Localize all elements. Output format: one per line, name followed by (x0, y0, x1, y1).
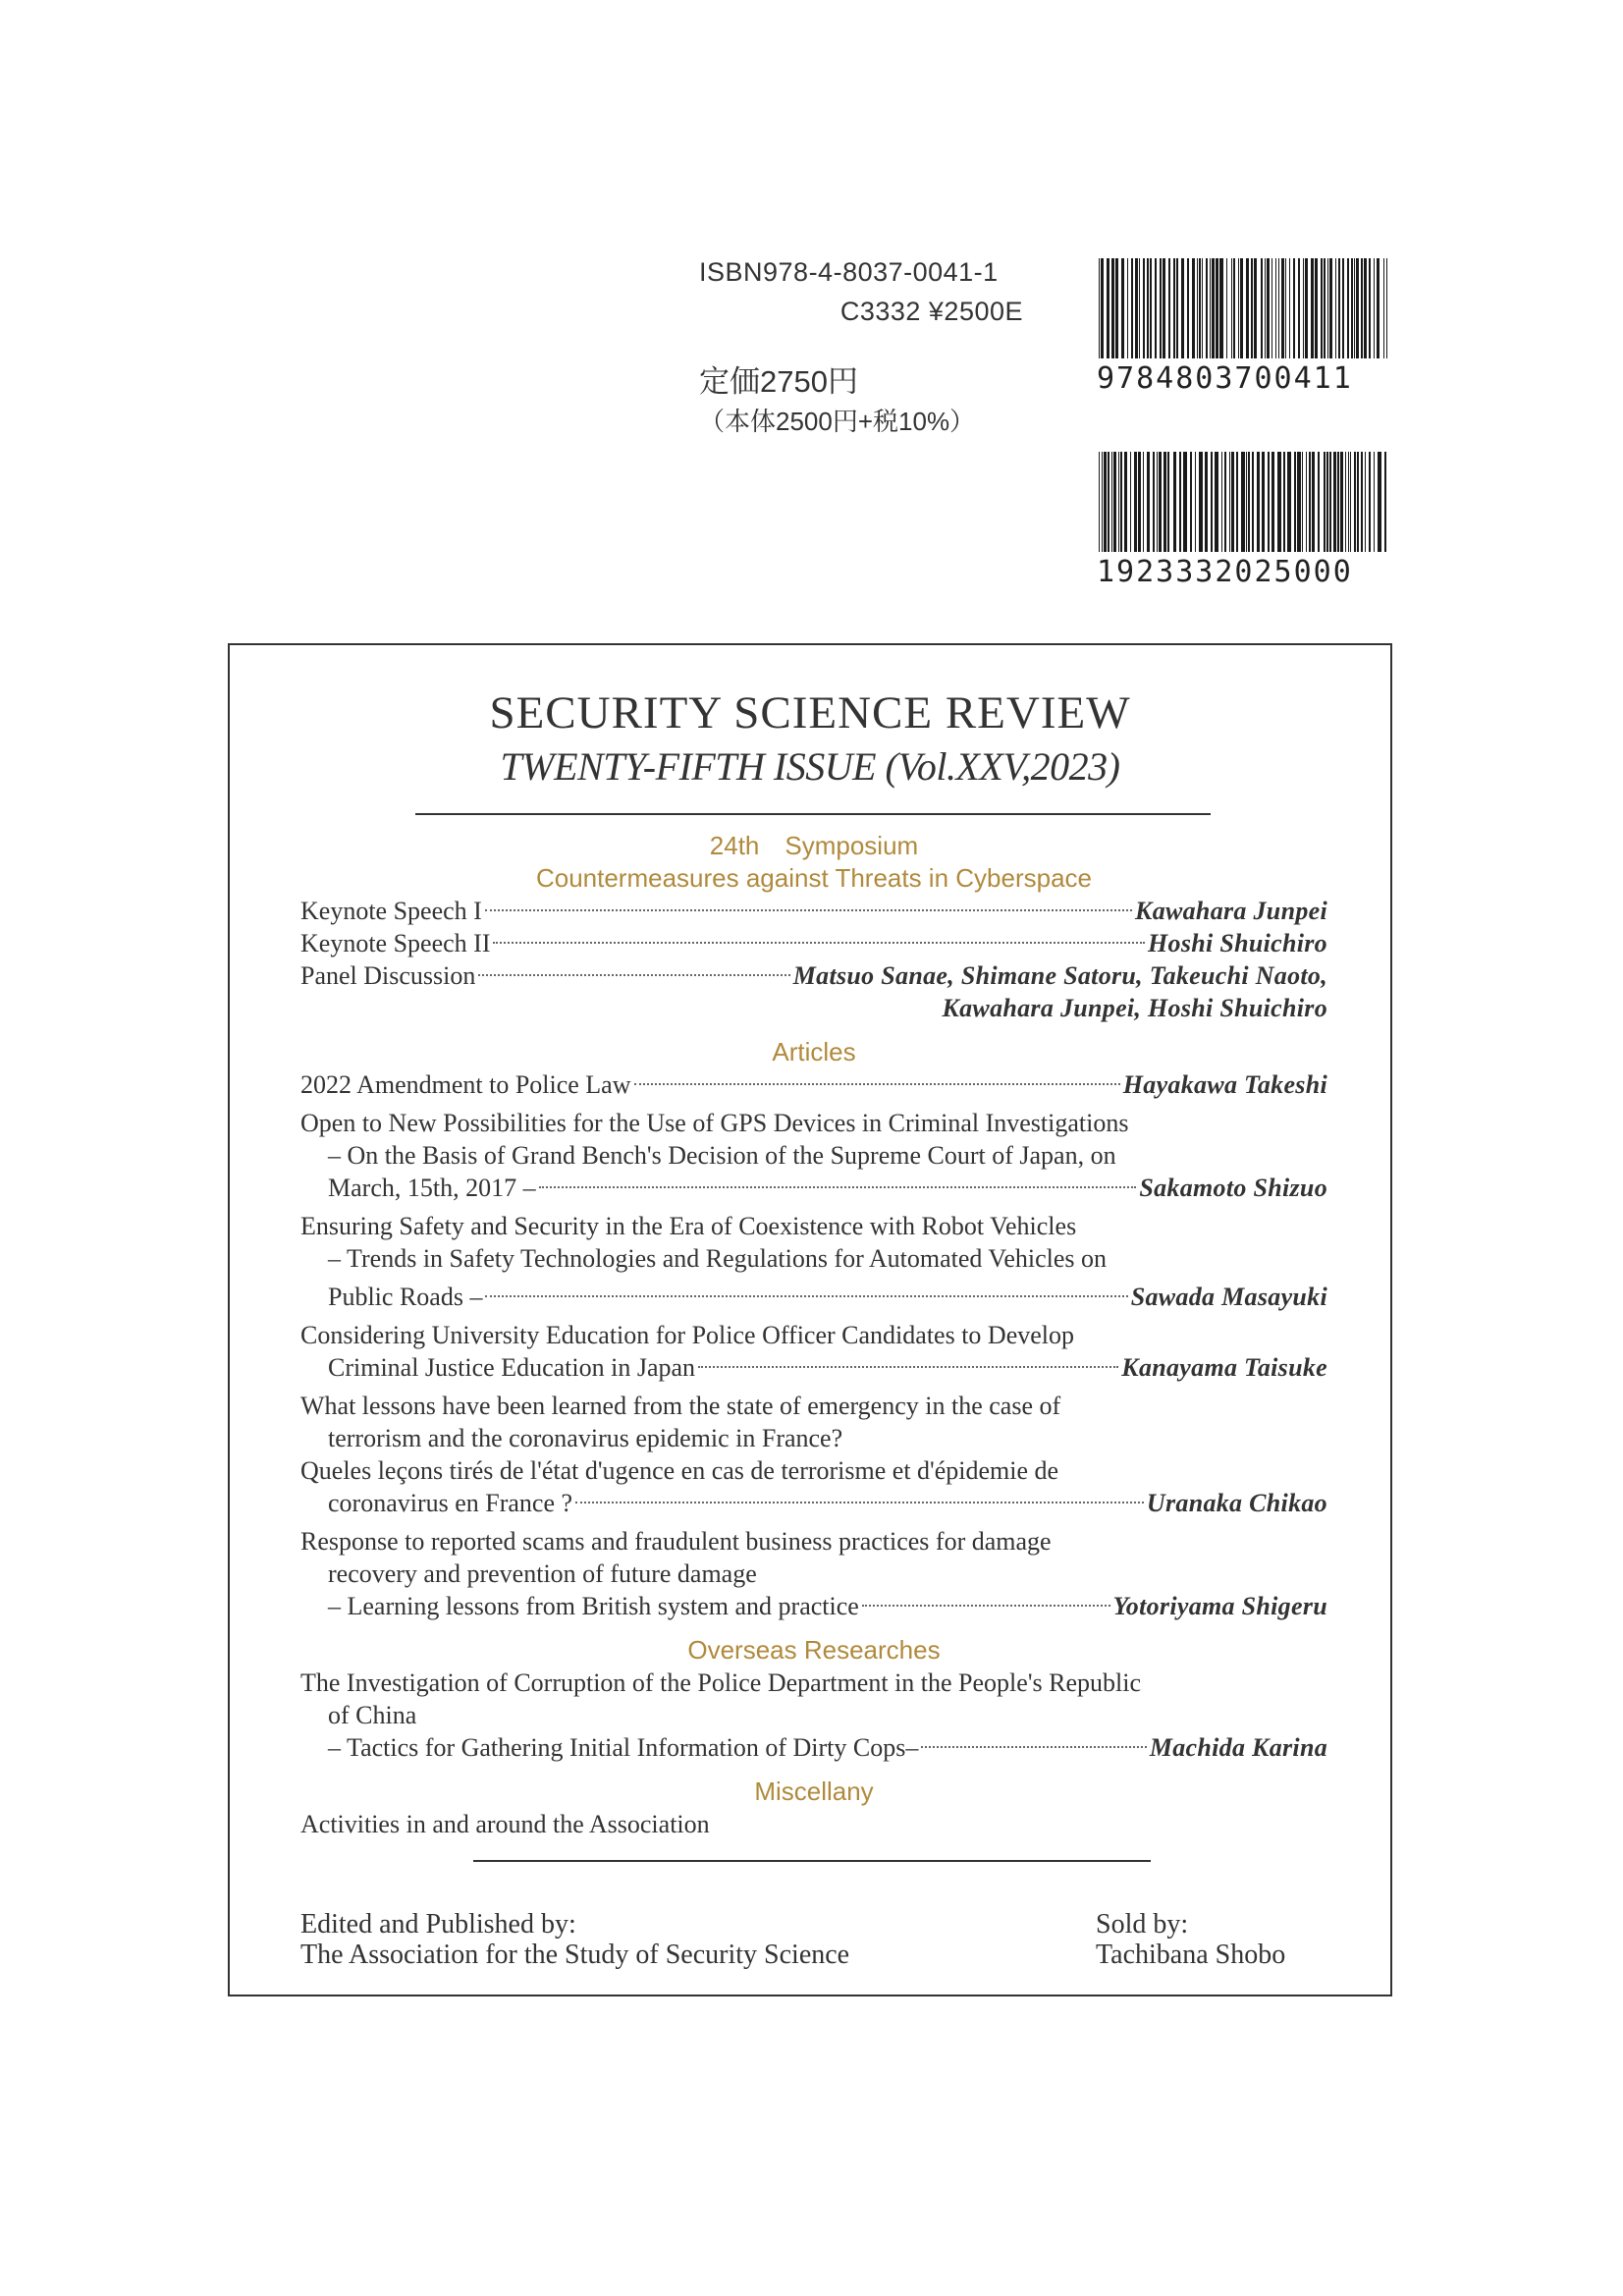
barcode-bar (1321, 258, 1323, 358)
barcode-bar (1173, 258, 1175, 358)
dot-leader (862, 1605, 1110, 1607)
barcode-bars-icon (1097, 452, 1389, 552)
barcode-bar (1115, 258, 1118, 358)
barcode-bar (1283, 452, 1285, 552)
barcode-bar (1143, 452, 1144, 552)
dot-leader (698, 1366, 1118, 1368)
barcode-bar (1233, 258, 1235, 358)
barcode-bar (1369, 258, 1371, 358)
entry-title: Response to reported scams and fraudulent business practices for damage (300, 1527, 1052, 1556)
barcode-bar (1315, 258, 1318, 358)
price-label: 定価2750円 (699, 364, 858, 399)
barcode-bar (1167, 452, 1169, 552)
barcode-bar (1246, 452, 1247, 552)
isbn-barcode (1097, 258, 1389, 394)
barcode-bar (1318, 452, 1320, 552)
dot-leader (485, 909, 1132, 911)
toc-entry (300, 1351, 1327, 1384)
barcode-bar (1168, 258, 1170, 358)
dot-leader (634, 1083, 1120, 1085)
entry-author: Kawahara Junpei (1135, 897, 1327, 925)
barcode-bar (1231, 452, 1234, 552)
barcode-bar (1294, 452, 1296, 552)
dot-leader (493, 942, 1145, 944)
barcode-bar (1277, 452, 1281, 552)
barcode-bar (1289, 258, 1290, 358)
entry-author-continued: Kawahara Junpei, Hoshi Shuichiro (942, 994, 1327, 1022)
barcode-bar (1195, 452, 1196, 552)
section-heading-overseas: Overseas Researches (687, 1635, 941, 1665)
barcode-bar (1312, 452, 1315, 552)
barcode-bar (1163, 258, 1165, 358)
entry-title: Ensuring Safety and Security in the Era of Coexistence with Robot Vehicles (300, 1212, 1077, 1240)
barcode-bar (1108, 452, 1109, 552)
dot-leader (478, 974, 789, 976)
barcode-bar (1176, 258, 1178, 358)
barcode-bar (1357, 452, 1359, 552)
divider (415, 813, 1211, 815)
barcode-bar (1240, 258, 1243, 358)
barcode-bar (1111, 258, 1114, 358)
barcode-bar (1210, 258, 1211, 358)
barcode-bar (1206, 258, 1208, 358)
barcode-bar (1384, 452, 1386, 552)
barcode-bar (1324, 258, 1325, 358)
barcode-bars-icon (1097, 258, 1389, 358)
entry-author: Sakamoto Shizuo (1139, 1174, 1327, 1202)
barcode-bar (1303, 258, 1304, 358)
barcode-bar (1157, 452, 1158, 552)
barcode-bar (1324, 452, 1325, 552)
barcode-bar (1231, 258, 1232, 358)
toc-entry (300, 1590, 1327, 1622)
barcode-bar (1101, 258, 1104, 358)
barcode-bar (1127, 258, 1128, 358)
entry-subtitle: – On the Basis of Grand Bench's Decision of the Supreme Court of Japan, on (328, 1141, 1116, 1170)
barcode-bar (1246, 258, 1249, 358)
entry-title-continued: terrorism and the coronavirus epidemic in France? (328, 1424, 843, 1452)
entry-subtitle: March, 15th, 2017 – (328, 1174, 536, 1202)
barcode-bar (1099, 258, 1100, 358)
barcode-bar (1219, 258, 1223, 358)
barcode-bar (1333, 452, 1336, 552)
barcode-bar (1179, 452, 1181, 552)
divider (473, 1860, 1151, 1862)
barcode-bar (1261, 258, 1263, 358)
barcode-bar (1252, 452, 1254, 552)
journal-title: SECURITY SCIENCE REVIEW (489, 687, 1131, 738)
barcode-bar (1147, 258, 1149, 358)
barcode-bar (1302, 452, 1303, 552)
entry-subtitle: – Learning lessons from British system and practice (328, 1592, 859, 1620)
barcode-bar (1361, 452, 1363, 552)
entry-author: Matsuo Sanae, Shimane Satoru, Takeuchi Naoto, (792, 961, 1327, 990)
section-heading-articles: Articles (772, 1037, 856, 1066)
entry-title-continued: recovery and prevention of future damage (328, 1559, 757, 1588)
barcode-bar (1374, 452, 1375, 552)
barcode-bar (1254, 258, 1257, 358)
barcode-bar (1190, 452, 1192, 552)
barcode-bar (1160, 258, 1162, 358)
toc-entry (300, 959, 1327, 992)
barcode-bar (1361, 258, 1363, 358)
barcode-bar (1338, 258, 1340, 358)
barcode-bar (1143, 258, 1145, 358)
entry-title: Activities in and around the Association (300, 1810, 710, 1838)
barcode-bar (1262, 452, 1265, 552)
barcode-bar (1111, 452, 1112, 552)
entry-author: Yotoriyama Shigeru (1112, 1592, 1327, 1620)
toc-entry (300, 895, 1327, 927)
toc-entry (300, 1281, 1327, 1313)
dot-leader (539, 1186, 1137, 1188)
barcode-bar (1267, 258, 1270, 358)
barcode-bar (1345, 452, 1346, 552)
barcode-bar (1257, 452, 1260, 552)
seller-credit (1096, 1909, 1285, 1970)
barcode-bar (1356, 258, 1359, 358)
barcode-bar (1281, 258, 1284, 358)
entry-author: Uranaka Chikao (1146, 1489, 1327, 1517)
barcode-bar (1329, 452, 1331, 552)
barcode-bar (1305, 258, 1308, 358)
barcode-bar (1278, 258, 1279, 358)
barcode-bar (1099, 452, 1100, 552)
barcode-bar (1202, 258, 1203, 358)
barcode-bar (1268, 452, 1270, 552)
barcode-bar (1297, 452, 1301, 552)
barcode-bar (1364, 258, 1367, 358)
barcode-bar (1271, 258, 1272, 358)
price-barcode-number: 1923332025000 (1097, 555, 1353, 589)
barcode-bar (1205, 452, 1208, 552)
barcode-bar (1192, 258, 1195, 358)
entry-title-french: Queles leçons tirés de l'état d'ugence en cas de terrorisme et d'épidemie de (300, 1456, 1059, 1485)
barcode-bar (1327, 258, 1328, 358)
barcode-bar (1153, 452, 1155, 552)
toc-entry (300, 1172, 1327, 1204)
toc-entry (300, 1068, 1327, 1101)
barcode-bar (1147, 452, 1150, 552)
barcode-bar (1221, 452, 1222, 552)
barcode-bar (1337, 452, 1339, 552)
classification-code: C3332 ¥2500E (839, 297, 1023, 326)
barcode-bar (1199, 452, 1203, 552)
barcode-bar (1326, 452, 1328, 552)
barcode-bar (1306, 452, 1307, 552)
barcode-bar (1378, 452, 1381, 552)
barcode-bar (1134, 452, 1137, 552)
barcode-bar (1229, 452, 1230, 552)
barcode-bar (1285, 258, 1286, 358)
barcode-bar (1216, 258, 1218, 358)
toc-entry (300, 1731, 1327, 1764)
barcode-bar (1181, 258, 1184, 358)
barcode-bar (1248, 452, 1250, 552)
section-heading-miscellany: Miscellany (754, 1777, 874, 1806)
barcode-bar (1351, 258, 1353, 358)
entry-author: Hoshi Shuichiro (1148, 929, 1327, 957)
toc-entry (300, 1487, 1327, 1519)
journal-issue: TWENTY-FIFTH ISSUE (Vol.XXV,2023) (500, 744, 1120, 789)
publisher-credit (300, 1909, 849, 1970)
entry-subtitle: – Trends in Safety Technologies and Regulations for Automated Vehicles on (328, 1244, 1108, 1273)
barcode-bar (1335, 258, 1336, 358)
isbn-number: ISBN978-4-8037-0041-1 (699, 257, 999, 287)
barcode-bar (1238, 258, 1239, 358)
barcode-bar (1130, 452, 1131, 552)
entry-subtitle: – Tactics for Gathering Initial Information of Dirty Cops– (328, 1733, 919, 1762)
barcode-bar (1347, 258, 1349, 358)
barcode-bar (1236, 452, 1238, 552)
barcode-bar (1159, 452, 1162, 552)
dot-leader (485, 1295, 1127, 1297)
symposium-theme: Countermeasures against Threats in Cyberspace (535, 863, 1093, 893)
entry-title-continued: of China (328, 1701, 417, 1729)
entry-author: Kanayama Taisuke (1121, 1353, 1327, 1382)
entry-title: Keynote Speech I (300, 897, 482, 925)
barcode-bar (1348, 452, 1349, 552)
barcode-bar (1383, 258, 1384, 358)
barcode-bar (1365, 452, 1366, 552)
barcode-bar (1155, 258, 1157, 358)
entry-title-continued: Criminal Justice Education in Japan (328, 1353, 696, 1382)
barcode-bar (1113, 452, 1116, 552)
barcode-bar (1374, 258, 1375, 358)
barcode-bar (1215, 452, 1218, 552)
barcode-bar (1298, 258, 1300, 358)
toc-entry (300, 927, 1327, 959)
entry-author: Sawada Masayuki (1130, 1283, 1327, 1311)
dot-leader (921, 1746, 1146, 1748)
barcode-bar (1150, 258, 1152, 358)
barcode-bar (1369, 452, 1371, 552)
barcode-bar (1121, 258, 1124, 358)
sold-label: Sold by: (1096, 1909, 1189, 1940)
seller-name: Tachibana Shobo (1096, 1940, 1286, 1970)
entry-title: Open to New Possibilities for the Use of GPS Devices in Criminal Investigations (300, 1109, 1129, 1137)
barcode-bar (1131, 258, 1133, 358)
barcode-bar (1226, 258, 1227, 358)
price-barcode (1097, 452, 1389, 587)
barcode-bar (1386, 258, 1387, 358)
barcode-bar (1104, 452, 1107, 552)
entry-author: Machida Karina (1149, 1733, 1327, 1762)
entry-title: 2022 Amendment to Police Law (300, 1070, 631, 1099)
barcode-bar (1271, 452, 1274, 552)
entry-title: Keynote Speech II (300, 929, 491, 957)
barcode-bar (1354, 452, 1356, 552)
barcode-bar (1102, 452, 1103, 552)
barcode-bar (1212, 258, 1215, 358)
barcode-bar (1120, 452, 1122, 552)
barcode-bar (1354, 258, 1355, 358)
barcode-bar (1377, 258, 1380, 358)
barcode-bar (1187, 258, 1189, 358)
barcode-bar (1275, 258, 1276, 358)
barcode-bar (1340, 452, 1343, 552)
entry-title: Considering University Education for Police Officer Candidates to Develop (300, 1321, 1074, 1349)
barcode-bar (1293, 258, 1295, 358)
barcode-bar (1197, 258, 1198, 358)
entry-title-continued: coronavirus en France ? (328, 1489, 573, 1517)
entry-title: Panel Discussion (300, 961, 476, 990)
barcode-bar (1139, 258, 1140, 358)
isbn-barcode-number: 9784803700411 (1097, 361, 1353, 396)
barcode-bar (1173, 452, 1176, 552)
barcode-bar (1342, 258, 1344, 358)
table-of-contents (300, 830, 1327, 1840)
barcode-bar (1118, 452, 1119, 552)
barcode-bar (1199, 258, 1201, 358)
dot-leader (575, 1502, 1144, 1503)
isbn-block (699, 252, 1023, 439)
barcode-bar (1350, 452, 1351, 552)
barcode-bar (1163, 452, 1166, 552)
barcode-bar (1211, 452, 1213, 552)
barcode-bar (1265, 258, 1266, 358)
entry-author: Hayakawa Takeshi (1122, 1070, 1327, 1099)
barcode-bar (1309, 452, 1311, 552)
barcode-bar (1138, 452, 1141, 552)
barcode-bar (1311, 258, 1314, 358)
entry-subtitle: Public Roads – (328, 1283, 483, 1311)
entry-title: The Investigation of Corruption of the Police Department in the People's Republic (300, 1668, 1141, 1697)
barcode-bar (1135, 258, 1138, 358)
publisher-name: The Association for the Study of Security Science (300, 1940, 850, 1970)
section-heading-symposium: 24th Symposium (709, 831, 919, 860)
entry-title: What lessons have been learned from the state of emergency in the case of (300, 1392, 1061, 1420)
barcode-bar (1107, 258, 1109, 358)
edited-label: Edited and Published by: (300, 1909, 576, 1940)
price-breakdown: （本体2500円+税10%） (699, 407, 976, 436)
barcode-bar (1329, 258, 1332, 358)
barcode-bar (1287, 452, 1291, 552)
barcode-bar (1224, 452, 1226, 552)
contents-panel (228, 643, 1392, 1996)
barcode-bar (1241, 452, 1245, 552)
barcode-bar (1124, 452, 1127, 552)
barcode-bar (1251, 258, 1253, 358)
barcode-bar (1183, 452, 1187, 552)
